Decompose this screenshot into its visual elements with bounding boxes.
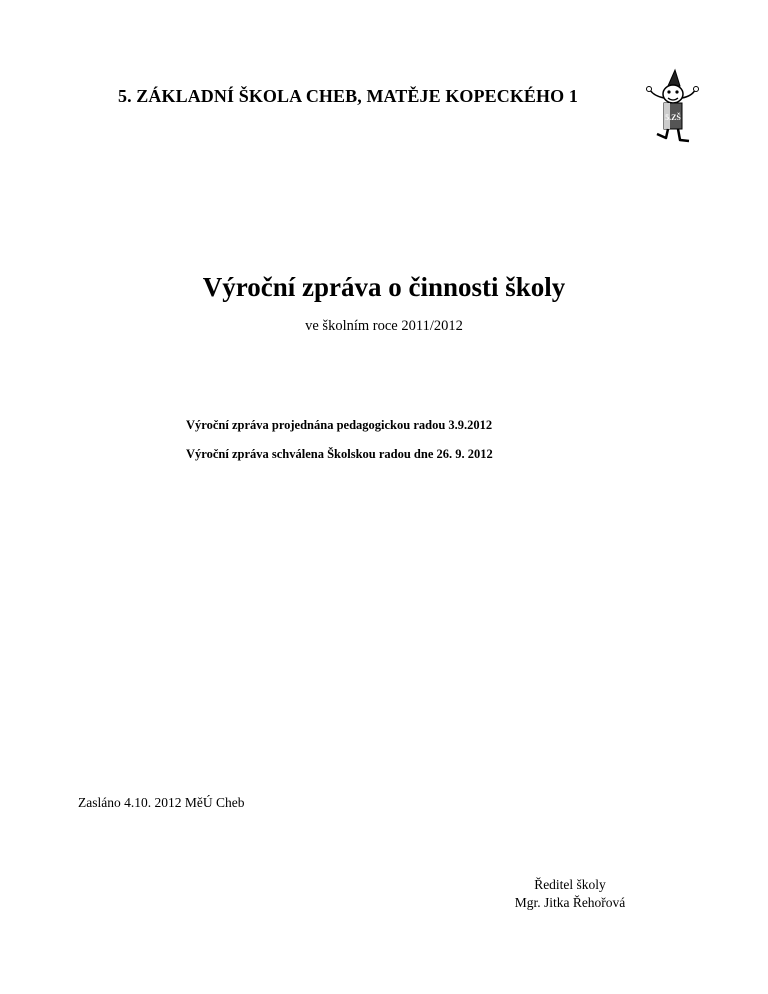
document-title: Výroční zpráva o činnosti školy — [202, 272, 566, 302]
mascot-right-arm — [682, 90, 695, 98]
sent-note: Zasláno 4.10. 2012 MěÚ Cheb — [78, 795, 245, 810]
mascot-logo-text: 5.ZŠ — [665, 113, 681, 122]
school-mascot-logo — [640, 68, 702, 144]
school-board-approval-note: Výroční zpráva schválena Školskou radou dne 26. 9. 2012 — [186, 447, 493, 461]
signature-name: Mgr. Jitka Řehořová — [514, 895, 626, 910]
school-name-header: 5. ZÁKLADNÍ ŠKOLA CHEB, MATĚJE KOPECKÉHO 1 — [118, 86, 578, 106]
mascot-left-arm — [650, 90, 664, 98]
signature-role: Ředitel školy — [534, 877, 606, 892]
mascot-hat — [668, 70, 680, 86]
mascot-right-leg — [678, 129, 689, 141]
mascot-left-leg — [657, 129, 668, 138]
pedagogical-approval-note: Výroční zpráva projednána pedagogickou radou 3.9.2012 — [186, 418, 493, 432]
signature-block — [480, 876, 660, 912]
document-subtitle: ve školním roce 2011/2012 — [305, 318, 463, 334]
